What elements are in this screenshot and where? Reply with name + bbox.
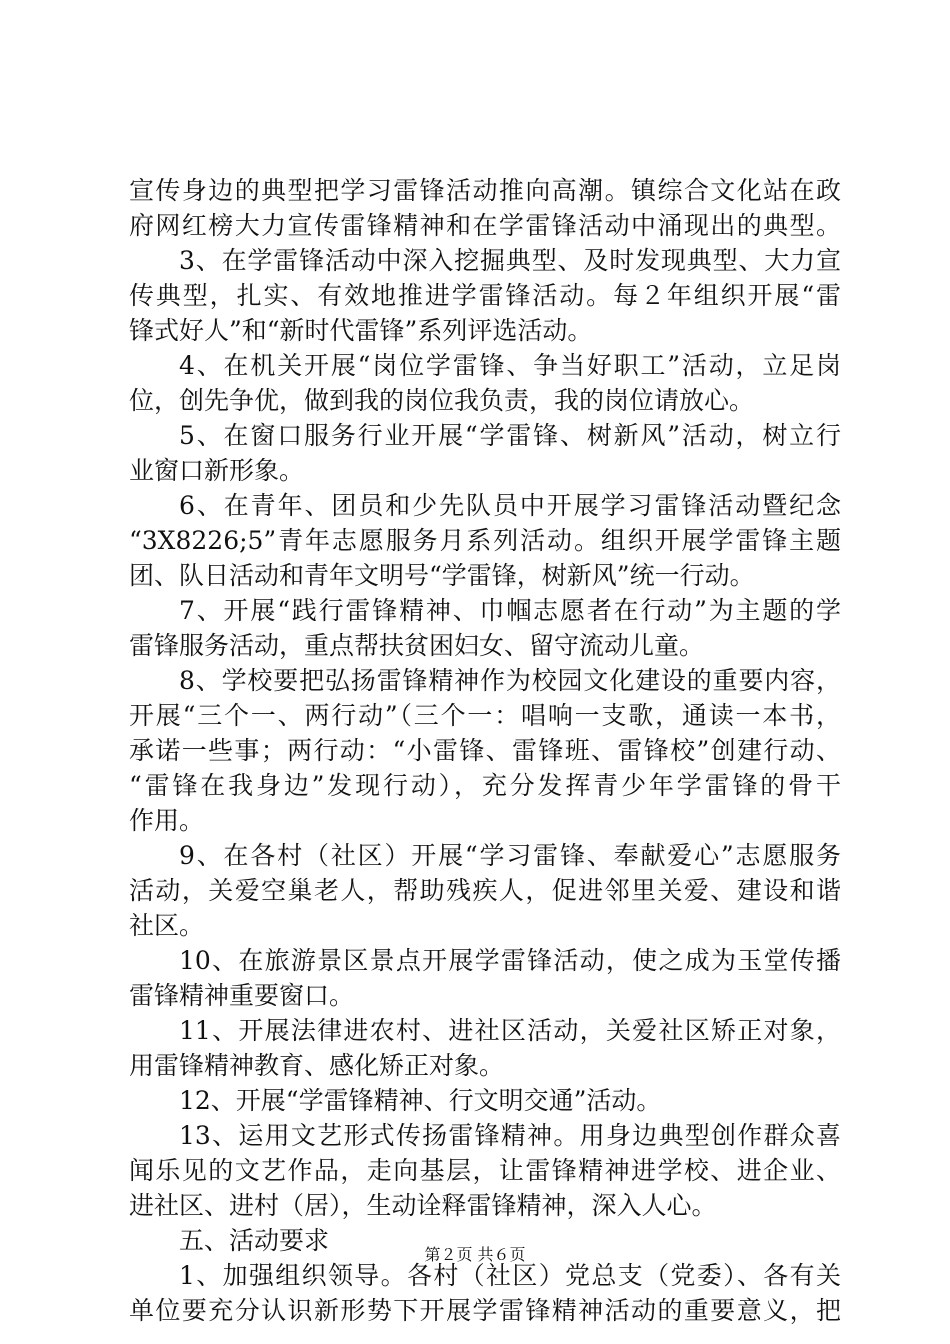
paragraph-line: 进社区、进村（居），生动诠释雷锋精神，深入人心。 [129,1191,717,1220]
paragraph-line: 活动，关爱空巢老人，帮助残疾人，促进邻里关爱、建设和谐 [129,876,841,905]
paragraph-line: 1、加强组织领导。各村（社区）党总支（党委）、各有关 [179,1261,841,1290]
paragraph-line: 6、在青年、团员和少先队员中开展学习雷锋活动暨纪念 [179,491,841,520]
paragraph-line: 3、在学雷锋活动中深入挖掘典型、及时发现典型、大力宣 [179,246,841,275]
paragraph-line: 团、队日活动和青年文明号“学雷锋，树新风”统一行动。 [129,561,755,590]
paragraph-line: 4、在机关开展“岗位学雷锋、争当好职工”活动，立足岗 [179,351,841,380]
paragraph-line: “3X8226;5”青年志愿服务月系列活动。组织开展学雷锋主题 [129,526,841,555]
paragraph-line: 用雷锋精神教育、感化矫正对象。 [129,1051,505,1080]
paragraph-line: 8、学校要把弘扬雷锋精神作为校园文化建设的重要内容， [179,666,841,695]
paragraph-line: 位，创先争优，做到我的岗位我负责，我的岗位请放心。 [129,386,755,415]
paragraph-line: 社区。 [129,911,205,940]
paragraph-line: 雷锋精神重要窗口。 [129,981,355,1010]
paragraph-line: 五、活动要求 [179,1226,330,1255]
paragraph-line: 锋式好人”和“新时代雷锋”系列评选活动。 [129,316,593,345]
paragraph-line: 开展“三个一、两行动”（三个一：唱响一支歌，通读一本书， [129,701,841,730]
paragraph-line: 承诺一些事；两行动：“小雷锋、雷锋班、雷锋校”创建行动、 [129,736,841,765]
paragraph-line: “雷锋在我身边”发现行动），充分发挥青少年学雷锋的骨干 [129,771,841,800]
paragraph-line: 12、开展“学雷锋精神、行文明交通”活动。 [179,1086,662,1115]
paragraph-line: 13、运用文艺形式传扬雷锋精神。用身边典型创作群众喜 [179,1121,841,1150]
paragraph-line: 10、在旅游景区景点开展学雷锋活动，使之成为玉堂传播 [179,946,841,975]
paragraph-line: 11、开展法律进农村、进社区活动，关爱社区矫正对象， [179,1016,841,1045]
paragraph-line: 作用。 [129,806,205,835]
paragraph-line: 业窗口新形象。 [129,456,305,485]
paragraph-line: 9、在各村（社区）开展“学习雷锋、奉献爱心”志愿服务 [179,841,841,870]
paragraph-line: 5、在窗口服务行业开展“学雷锋、树新风”活动，树立行 [179,421,841,450]
paragraph-line: 闻乐见的文艺作品，走向基层，让雷锋精神进学校、进企业、 [129,1156,841,1185]
paragraph-line: 单位要充分认识新形势下开展学雷锋精神活动的重要意义，把 [129,1296,841,1325]
paragraph-line: 府网红榜大力宣传雷锋精神和在学雷锋活动中涌现出的典型。 [129,211,841,240]
paragraph-line: 传典型，扎实、有效地推进学雷锋活动。每２年组织开展“雷 [129,281,841,310]
paragraph-line: 7、开展“践行雷锋精神、巾帼志愿者在行动”为主题的学 [179,596,841,625]
document-body [129,173,841,1328]
paragraph-line: 宣传身边的典型把学习雷锋活动推向高潮。镇综合文化站在政 [129,176,841,205]
paragraph-line: 雷锋服务活动，重点帮扶贫困妇女、留守流动儿童。 [129,631,705,660]
page-number-footer: 第２页 共６页 [424,1245,526,1264]
